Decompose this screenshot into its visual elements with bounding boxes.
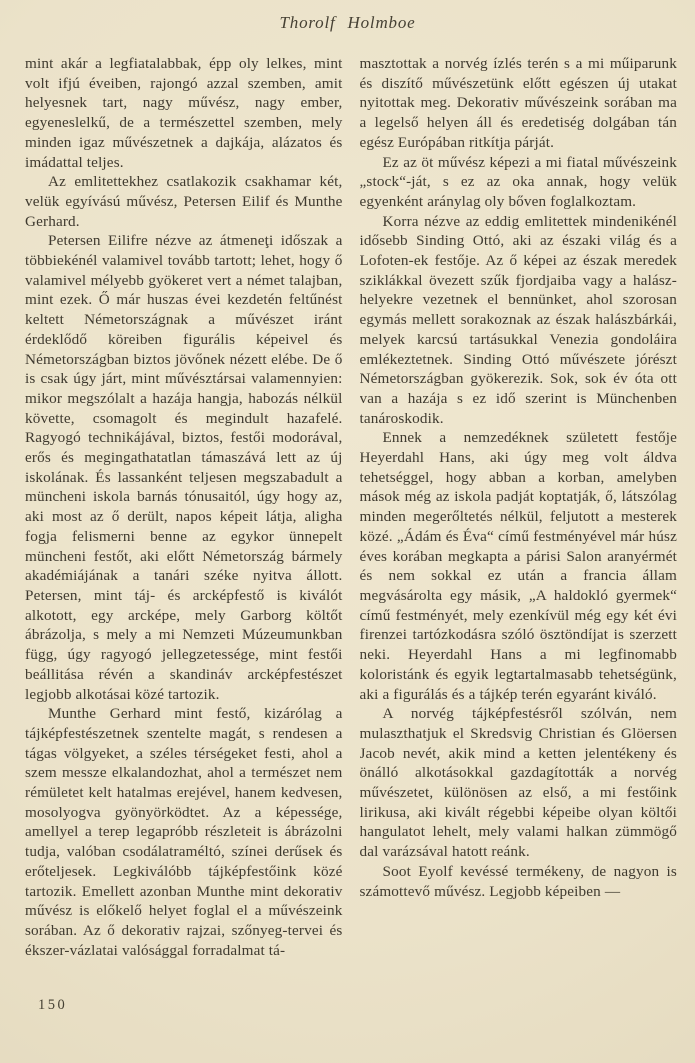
paragraph: Munthe Gerhard mint festő, kizárólag a tájképfestészetnek szentelte magát, s rendesen a tágas völgyeket, a széles térségeket festi, ahol a szem messze elkalandozhat, ahol a természet nem rémületet kelt hatalmas erejével, hanem kedvesen, mosolyogva gyönyörködtet. Az a képessége, amellyel a terep legapróbb részleteit is ábrázolni tudja, valóban csodálatraméltó, színei derűsek és erőteljesek. Legkiválóbb tájképfestőink közé tartozik. Emellett azonban Munthe mint dekorativ művész is előkelő helyet foglal el a művészeink sorában. Az ő dekorativ rajzai, szőnyeg-tervei és ékszer-vázlatai valósággal forradalmat tá- bbox=[25, 705, 343, 959]
page-number: 150 bbox=[38, 997, 68, 1013]
left-column bbox=[25, 54, 343, 1000]
paragraph: mint akár a legfiatalabbak, épp oly lelkes, mint volt ifjú éveiben, rajongó azzal szemben, amit helyesnek tart, nagy művész, nagy ember, egyeneslelkű, de a természettel szemben, mely minden igaz művészetnek a dajkája, alázatos és imádattal teljes. bbox=[25, 55, 343, 171]
paragraph: Az emlitettekhez csatlakozik csakhamar két, velük egyívású művész, Petersen Eilif és Munthe Gerhard. bbox=[25, 173, 343, 230]
paragraph: Soot Eyolf kevéssé termékeny, de nagyon is számottevő művész. Legjobb képeiben — bbox=[359, 862, 677, 900]
right-column bbox=[360, 54, 678, 1000]
paragraph: Korra nézve az eddig emlitettek mindenikénél idősebb Sinding Ottó, aki az északi világ és a Lofoten-ek festője. Az ő képei az észak meredek sziklákkal övezett szűk fjordjaiba vagy a halász-helyekre vezetnek el bennünket, ahol szorosan egymás mellett sorakoznak az észak halászbárkái, melyek karcsú tartásukkal Venezia gondoláira emlékeztetnek. Sinding Ottó művészete jórészt Németországban gyökerezik. Sok, sok év óta ott van a hazája s ez idő szerint is Münchenben tanároskodik. bbox=[359, 212, 677, 427]
paragraph: Ez az öt művész képezi a mi fiatal művészeink „stock“-ját, s ez az oka annak, hogy velük egyenként aránylag oly bőven foglalkoztam. bbox=[359, 153, 677, 210]
paragraph: masztottak a norvég ízlés terén s a mi műiparunk és diszítő művészetünk előtt egészen új utakat nyitottak meg. Dekorativ művészeink sorában ma a legelső helyen áll és eredetiség dolgában tán egész Európában ritkítja párját. bbox=[359, 55, 677, 151]
paragraph: Ennek a nemzedéknek született festője Heyerdahl Hans, aki úgy meg volt áldva tehetséggel, hogy abban a korban, amelyben mások még az iskola padját koptatják, ő, látszólag minden megerőltetés nélkül, feljutott a mesterek közé. „Ádám és Éva“ című festményével már húsz éves korában megkapta a párisi Salon aranyérmét és nem sokkal ez után a francia állam megvásárolta egy másik, „A haldokló gyermek“ című festményét, mely ezenkívül még egy két évi firenzei tartózkodásra szóló ösztöndíjat is szerzett neki. Heyerdahl Hans a mi legfinomabb koloristánk és egyik legtartalmasabb tehetségünk, aki a figurálás és a tájkép terén egyaránt kiváló. bbox=[359, 429, 677, 703]
text-columns bbox=[25, 54, 677, 1000]
running-header: Thorolf Holmboe bbox=[279, 13, 416, 32]
paragraph: Petersen Eilifre nézve az átmeneţi időszak a többiekénél valamivel tovább tartott; lehet, hogy ő valamivel mélyebb gyökeret vert a német talajban, mint ezek. Ő már huszas évei kezdetén feltűnést keltett Németországnak a művészet iránt érdeklődő köreiben figurális képeivel és Németországban biztos jövőnek nézett elébe. De ő is csak úgy járt, mint művésztársai valamennyien: mikor megszólalt a hazája hangja, habozás nélkül követte, csomagolt és megindult hazafelé. Ragyogó technikájával, biztos, festői modorával, erős és megingathatatlan támaszává lett az új iskolának. És lassanként teljesen megszabadult a müncheni iskola barnás tónusaitól, úgy hogy az, aki most az ő derült, napos képeit látja, aligha fogja felismerni benne az egykor ünnepelt müncheni festőt, aki előtt Németország bármely akadémiájának a tanári széke nyitva állott. Petersen, mint táj- és arcképfestő is kiválót alkotott, egy arcképe, mely Garborg költőt ábrázolja, s mely a mi Nemzeti Múzeumunkban függ, úgy ragyogó jellegzetessége, mint festői beállitása révén a skandináv arcképfestészet legjobb alkotásai közé tartozik. bbox=[25, 232, 343, 703]
paragraph: A norvég tájképfestésről szólván, nem mulaszthatjuk el Skredsvig Christian és Glöersen Jacob nevét, akik mind a ketten jelentékeny és önálló alkotásokkal gazdagították a norvég művészetet, különösen az első, a mi festőink lirikusa, aki kivált régebbi képeibe olyan költői hangulatot lehelt, mely valami halkan zümmögő dal varázsával hatott reánk. bbox=[359, 705, 677, 861]
